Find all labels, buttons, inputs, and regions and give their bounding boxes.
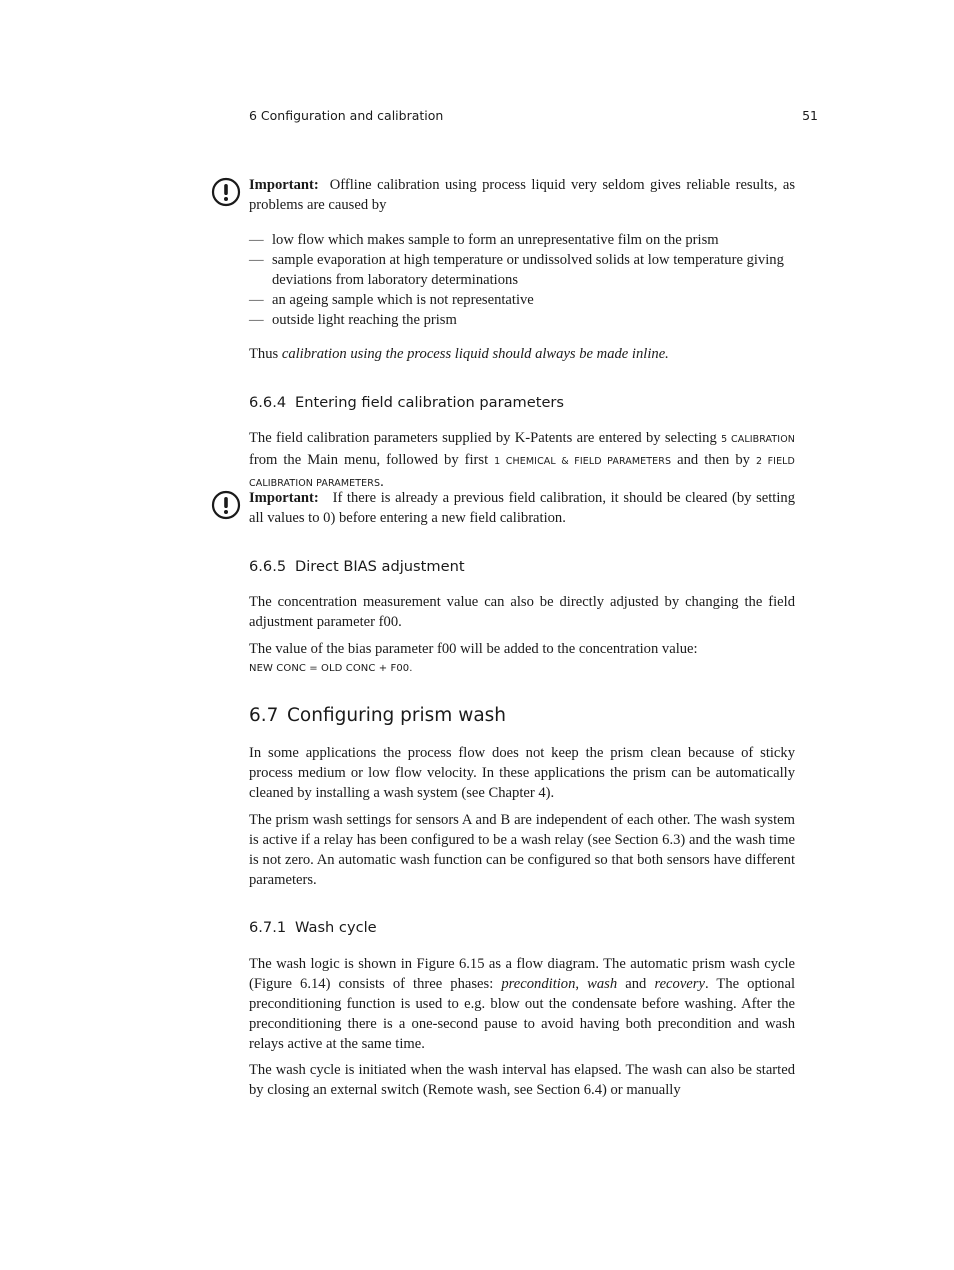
paragraph-prism-wash-2 bbox=[249, 810, 795, 890]
section-title: Direct BIAS adjustment bbox=[295, 558, 465, 575]
paragraph-bias-2 bbox=[249, 639, 795, 679]
paragraph-text: In some applications the process flow does not keep the prism clean because of sticky process medium or low flow velocity. In these applications the prism can be automatically cleaned by installing a wash system (see Chapter 4). bbox=[249, 745, 795, 801]
important-label: Important: bbox=[249, 490, 319, 506]
text-run: . bbox=[380, 474, 384, 490]
problem-list bbox=[249, 230, 795, 330]
paragraph-field-calibration bbox=[249, 428, 795, 494]
section-title: Wash cycle bbox=[295, 919, 377, 936]
list-item: — low flow which makes sample to form an unrepresentative film on the prism bbox=[249, 230, 795, 250]
important-text: If there is already a previous field calibration, it should be cleared (by setting all values to 0) before entering a new field calibration. bbox=[249, 490, 795, 526]
paragraph-prism-wash-1 bbox=[249, 743, 795, 803]
section-title: Entering field calibration parameters bbox=[295, 394, 565, 411]
paragraph-wash-cycle-2 bbox=[249, 1060, 795, 1100]
text-run: , bbox=[575, 976, 580, 992]
important-note-offline bbox=[249, 175, 795, 215]
section-heading-6-7 bbox=[249, 704, 795, 728]
important-text: Offline calibration using process liquid very seldom gives reliable results, as problems are caused by bbox=[249, 177, 795, 213]
text-run: The wash logic is shown in Figure 6.15 as a flow diagram. The automatic prism wash cycle (Figure 6.14) consists of three phases: bbox=[249, 956, 795, 992]
thus-paragraph bbox=[249, 344, 795, 364]
section-title: Configuring prism wash bbox=[287, 705, 507, 726]
list-item: — an ageing sample which is not representative bbox=[249, 290, 795, 310]
paragraph-text: The prism wash settings for sensors A and B are independent of each other. The wash system is active if a relay has been configured to be a wash relay (see Section 6.3) and the wash time is not zero. An automatic wash function can be configured so that both sensors have different parameters. bbox=[249, 812, 795, 888]
section-number: 6.6.5 bbox=[249, 558, 287, 575]
menu-path-field-calibration: 2 FIELD CALIBRATION PARAMETERS bbox=[249, 456, 795, 489]
text-run: . The optional preconditioning function is used to e.g. blow out the condensate before washing. After the preconditioning there is a one-second pause to avoid having both precondition and wash relays active at the same time. bbox=[249, 976, 796, 1052]
exclamation-circle-icon bbox=[211, 490, 241, 520]
text-run: The field calibration parameters supplied by K-Patents are entered by selecting bbox=[249, 430, 717, 446]
running-header bbox=[249, 108, 818, 124]
paragraph-bias-1 bbox=[249, 592, 795, 632]
text-run: from the Main menu, followed by first bbox=[249, 452, 489, 468]
menu-path-chemical-field: 1 CHEMICAL & FIELD PARAMETERS bbox=[494, 456, 672, 467]
text-run: and bbox=[625, 976, 647, 992]
section-heading-6-6-5 bbox=[249, 557, 795, 577]
phase-wash: wash bbox=[587, 976, 618, 992]
important-note-clear bbox=[249, 488, 795, 528]
list-item: — outside light reaching the prism bbox=[249, 310, 795, 330]
section-number: 6.7.1 bbox=[249, 919, 287, 936]
thus-lead: Thus bbox=[249, 346, 279, 362]
exclamation-circle-icon bbox=[211, 177, 241, 207]
paragraph-text: The value of the bias parameter f00 will be added to the concentration value: bbox=[249, 641, 698, 657]
section-number: 6.7 bbox=[249, 705, 279, 726]
list-item: — sample evaporation at high temperature or undissolved solids at low temperature giving deviations from laboratory determinations bbox=[249, 250, 795, 290]
paragraph-text: The wash cycle is initiated when the wash interval has elapsed. The wash can also be started by closing an external switch (Remote wash, see Section 6.4) or manually bbox=[249, 1062, 795, 1098]
bias-formula: NEW CONC = OLD CONC + F00. bbox=[249, 663, 413, 674]
section-heading-6-7-1 bbox=[249, 918, 795, 938]
paragraph-wash-cycle-1 bbox=[249, 954, 795, 1054]
text-run: and then by bbox=[677, 452, 750, 468]
phase-recovery: recovery bbox=[654, 976, 705, 992]
thus-emphasis: calibration using the process liquid should always be made inline. bbox=[281, 346, 669, 362]
section-heading-6-6-4 bbox=[249, 393, 795, 413]
section-number: 6.6.4 bbox=[249, 394, 287, 411]
phase-precondition: precondition bbox=[501, 976, 576, 992]
menu-path-calibration: 5 CALIBRATION bbox=[721, 434, 795, 445]
page-number: 51 bbox=[802, 108, 818, 123]
paragraph-text: The concentration measurement value can also be directly adjusted by changing the field adjustment parameter f00. bbox=[249, 594, 795, 630]
important-label: Important: bbox=[249, 177, 319, 193]
chapter-title: 6 Configuration and calibration bbox=[249, 108, 444, 123]
